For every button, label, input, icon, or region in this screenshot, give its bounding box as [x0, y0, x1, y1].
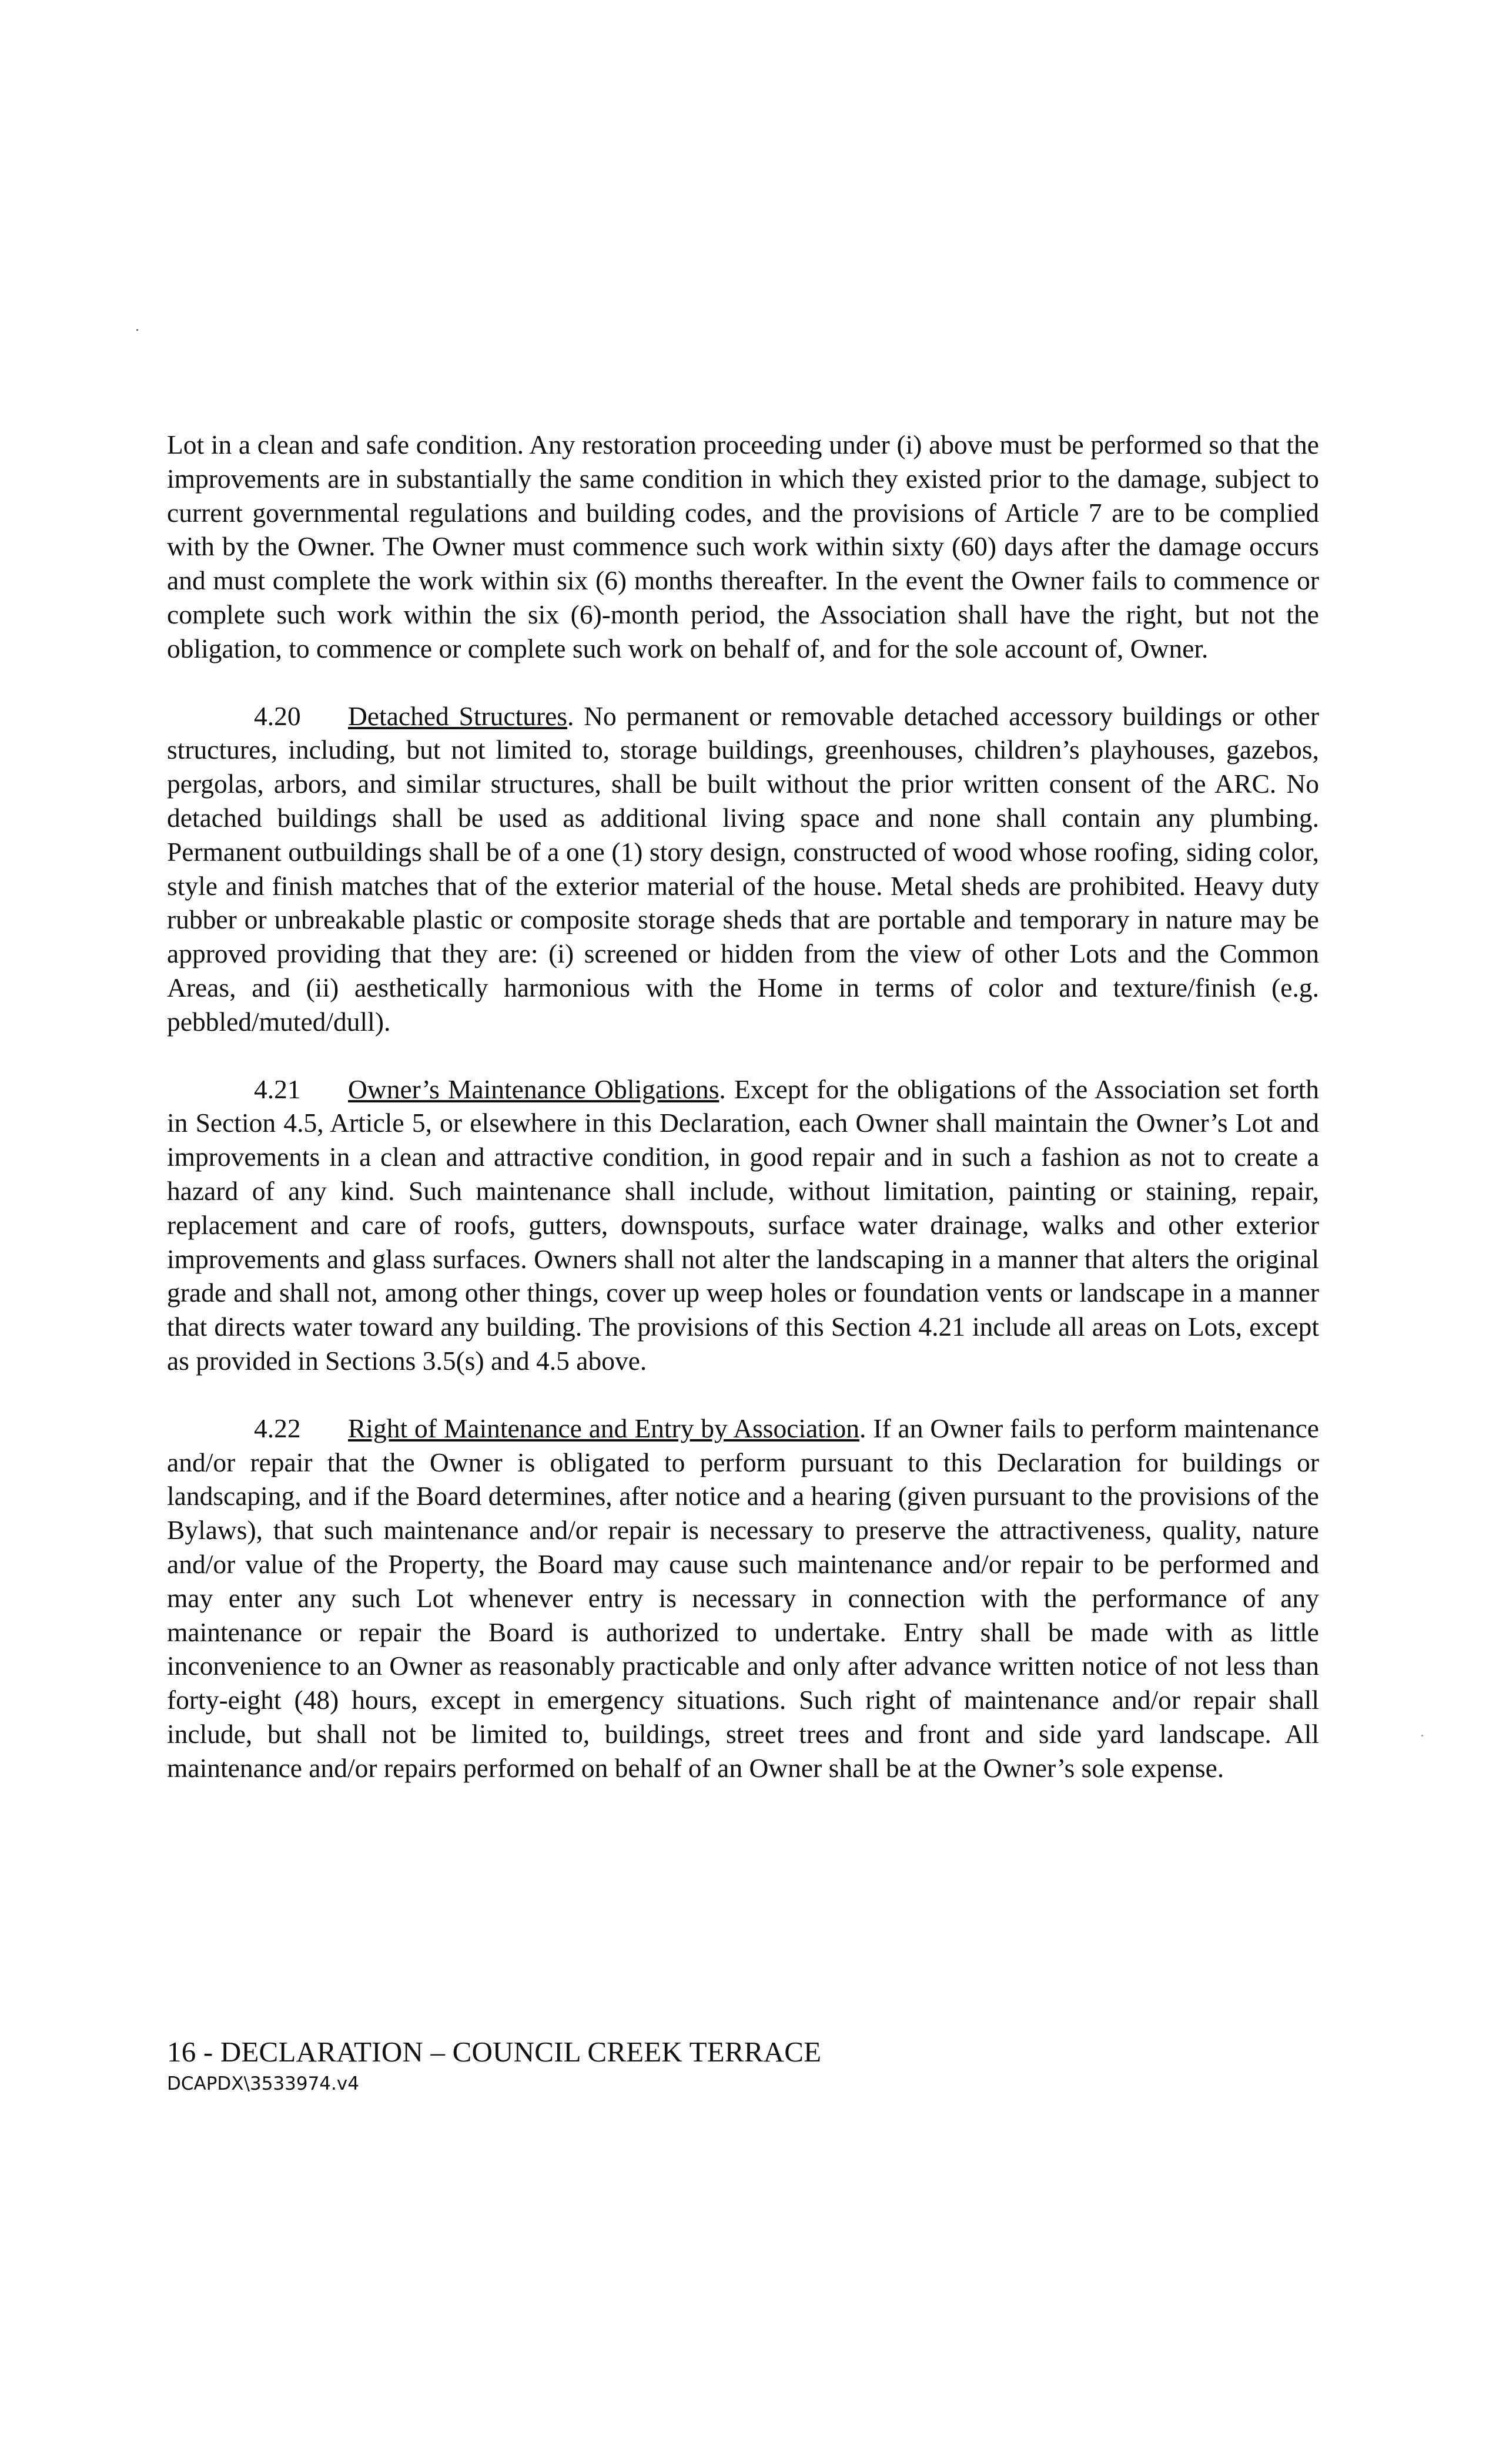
section-text: Except for the obligations of the Association set forth in Section 4.5, Article 5, or elsewhere in this Declaration, each Owner shall maintain the Owner’s Lot and improvements in a clean and attractive condition, in good repair and in such a fashion as not to create a hazard of any kind. Such maintenance shall include, without limitation, painting or staining, repair, replacement and care of roofs, gutters, downspouts, surface water drainage, walks and other exterior improvements and glass surfaces. Owners shall not alter the landscaping in a manner that alters the original grade and shall not, among other things, cover up weep holes or foundation vents or landscape in a manner that directs water toward any building. The provisions of this Section 4.21 include all areas on Lots, except as provided in Sections 3.5(s) and 4.5 above. — [167, 1074, 1319, 1376]
section-number: 4.20 — [254, 700, 301, 731]
section-4-22: 4.22 Right of Maintenance and Entry by Association. If an Owner fails to perform maintenance and/or repair that the Owner is obligated to perform pursuant to this Declaration for buildings or landscaping, and if the Board determines, after notice and a hearing (given pursuant to the provisions of the Bylaws), that such maintenance and/or repair is necessary to preserve the attractiveness, quality, nature and/or value of the Property, the Board may cause such maintenance and/or repair to be performed and may enter any such Lot whenever entry is necessary in connection with the performance of any maintenance or repair the Board is authorized to undertake. Entry shall be made with as little inconvenience to an Owner as reasonably practicable and only after advance written notice of not less than forty-eight (48) hours, except in emergency situations. Such right of maintenance and/or repair shall include, but shall not be limited to, buildings, street trees and front and side yard landscape. All maintenance and/or repairs performed on behalf of an Owner shall be at the Owner’s sole expense. — [167, 1412, 1319, 1785]
footer-title: 16 - DECLARATION – COUNCIL CREEK TERRACE — [167, 2036, 822, 2068]
footer-doc-id: DCAPDX\3533974.v4 — [167, 2073, 359, 2094]
section-text: No permanent or removable detached accessory buildings or other structures, including, but not limited to, storage buildings, greenhouses, children’s playhouses, gazebos, pergolas, arbors, and similar structures, shall be built without the prior written consent of the ARC. No detached buildings shall be used as additional living space and none shall contain any plumbing. Permanent outbuildings shall be of a one (1) story design, constructed of wood whose roofing, siding color, style and finish matches that of the exterior material of the house. Metal sheds are prohibited. Heavy duty rubber or unbreakable plastic or composite storage sheds that are portable and temporary in nature may be approved providing that they are: (i) screened or hidden from the view of other Lots and the Common Areas, and (ii) aesthetically harmonious with the Home in terms of color and texture/finish (e.g. pebbled/muted/dull). — [167, 700, 1319, 1037]
section-heading: Right of Maintenance and Entry by Association — [348, 1413, 860, 1443]
document-body — [167, 428, 1319, 1818]
section-number: 4.21 — [254, 1074, 301, 1104]
section-text: If an Owner fails to perform maintenance and/or repair that the Owner is obligated to perform pursuant to this Declaration for buildings or landscaping, and if the Board determines, after notice and a hearing (given pursuant to the provisions of the Bylaws), that such maintenance and/or repair is necessary to preserve the attractiveness, quality, nature and/or value of the Property, the Board may cause such maintenance and/or repair to be performed and may enter any such Lot whenever entry is necessary in connection with the performance of any maintenance or repair the Board is authorized to undertake. Entry shall be made with as little inconvenience to an Owner as reasonably practicable and only after advance written notice of not less than forty-eight (48) hours, except in emergency situations. Such right of maintenance and/or repair shall include, but shall not be limited to, buildings, street trees and front and side yard landscape. All maintenance and/or repairs performed on behalf of an Owner shall be at the Owner’s sole expense. — [167, 1413, 1319, 1783]
continuation-paragraph: Lot in a clean and safe condition. Any restoration proceeding under (i) above must be performed so that the improvements are in substantially the same condition in which they existed prior to the damage, subject to current governmental regulations and building codes, and the provisions of Article 7 are to be complied with by the Owner. The Owner must commence such work within sixty (60) days after the damage occurs and must complete the work within six (6) months thereafter. In the event the Owner fails to commence or complete such work within the six (6)-month period, the Association shall have the right, but not the obligation, to commence or complete such work on behalf of, and for the sole account of, Owner. — [167, 430, 1319, 663]
section-heading: Detached Structures — [348, 700, 568, 731]
scan-speck — [136, 329, 138, 331]
section-4-20: 4.20 Detached Structures. No permanent or removable detached accessory buildings or other structures, including, but not limited to, storage buildings, greenhouses, children’s playhouses, gazebos, pergolas, arbors, and similar structures, shall be built without the prior written consent of the ARC. No detached buildings shall be used as additional living space and none shall contain any plumbing. Permanent outbuildings shall be of a one (1) story design, constructed of wood whose roofing, siding color, style and finish matches that of the exterior material of the house. Metal sheds are prohibited. Heavy duty rubber or unbreakable plastic or composite storage sheds that are portable and temporary in nature may be approved providing that they are: (i) screened or hidden from the view of other Lots and the Common Areas, and (ii) aesthetically harmonious with the Home in terms of color and texture/finish (e.g. pebbled/muted/dull). — [167, 699, 1319, 1039]
section-4-21: 4.21 Owner’s Maintenance Obligations. Except for the obligations of the Association set forth in Section 4.5, Article 5, or elsewhere in this Declaration, each Owner shall maintain the Owner’s Lot and improvements in a clean and attractive condition, in good repair and in such a fashion as not to create a hazard of any kind. Such maintenance shall include, without limitation, painting or staining, repair, replacement and care of roofs, gutters, downspouts, surface water drainage, walks and other exterior improvements and glass surfaces. Owners shall not alter the landscaping in a manner that alters the original grade and shall not, among other things, cover up weep holes or foundation vents or landscape in a manner that directs water toward any building. The provisions of this Section 4.21 include all areas on Lots, except as provided in Sections 3.5(s) and 4.5 above. — [167, 1072, 1319, 1378]
section-number: 4.22 — [254, 1413, 301, 1443]
section-heading: Owner’s Maintenance Obligations — [348, 1074, 719, 1104]
scan-speck — [1421, 1735, 1423, 1736]
page-footer — [167, 2034, 821, 2096]
